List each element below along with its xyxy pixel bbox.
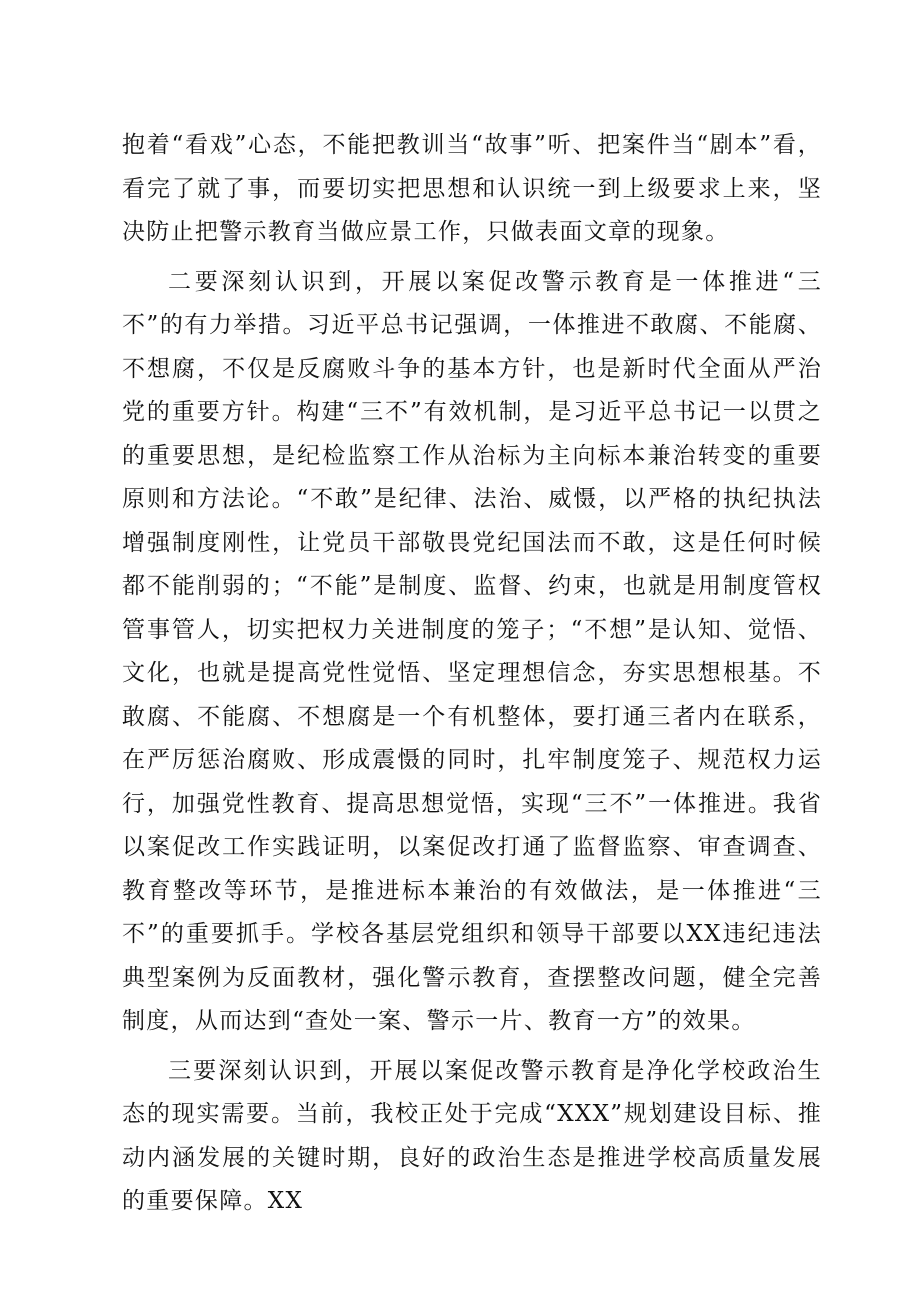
document-body [122,124,822,1224]
paragraph-continuation: 抱着“看戏”心态，不能把教训当“故事”听、把案件当“剧本”看，看完了就了事，而要切实把思想和认识统一到上级要求上来，坚决防止把警示教育当做应景工作，只做表面文章的现象。 [122,132,822,245]
paragraph-second-point: 二要深刻认识到，开展以案促改警示教育是一体推进“三不”的有力举措。习近平总书记强调，一体推进不敢腐、不能腐、不想腐，不仅是反腐败斗争的基本方针，也是新时代全面从严治党的重要方针。构建“三不”有效机制，是习近平总书记一以贯之的重要思想，是纪检监察工作从治标为主向标本兼治转变的重要原则和方法论。“不敢”是纪律、法治、威慑，以严格的执纪执法增强制度刚性，让党员干部敬畏党纪国法而不敢，这是任何时候都不能削弱的；“不能”是制度、监督、约束，也就是用制度管权管事管人，切实把权力关进制度的笼子；“不想”是认知、觉悟、文化，也就是提高党性觉悟、坚定理想信念，夯实思想根基。不敢腐、不能腐、不想腐是一个有机整体，要打通三者内在联系，在严厉惩治腐败、形成震慑的同时，扎牢制度笼子、规范权力运行，加强党性教育、提高思想觉悟，实现“三不”一体推进。我省以案促改工作实践证明，以案促改打通了监督监察、审查调查、教育整改等环节，是推进标本兼治的有效做法，是一体推进“三不”的重要抓手。学校各基层党组织和领导干部要以XX违纪违法典型案例为反面教材，强化警示教育，查摆整改问题，健全完善制度，从而达到“查处一案、警示一片、教育一方”的效果。 [122,268,822,1034]
paragraph-third-point: 三要深刻认识到，开展以案促改警示教育是净化学校政治生态的现实需要。当前，我校正处于完成“XXX”规划建设目标、推动内涵发展的关键时期，良好的政治生态是推进学校高质量发展的重要保障。XX [122,1057,822,1214]
